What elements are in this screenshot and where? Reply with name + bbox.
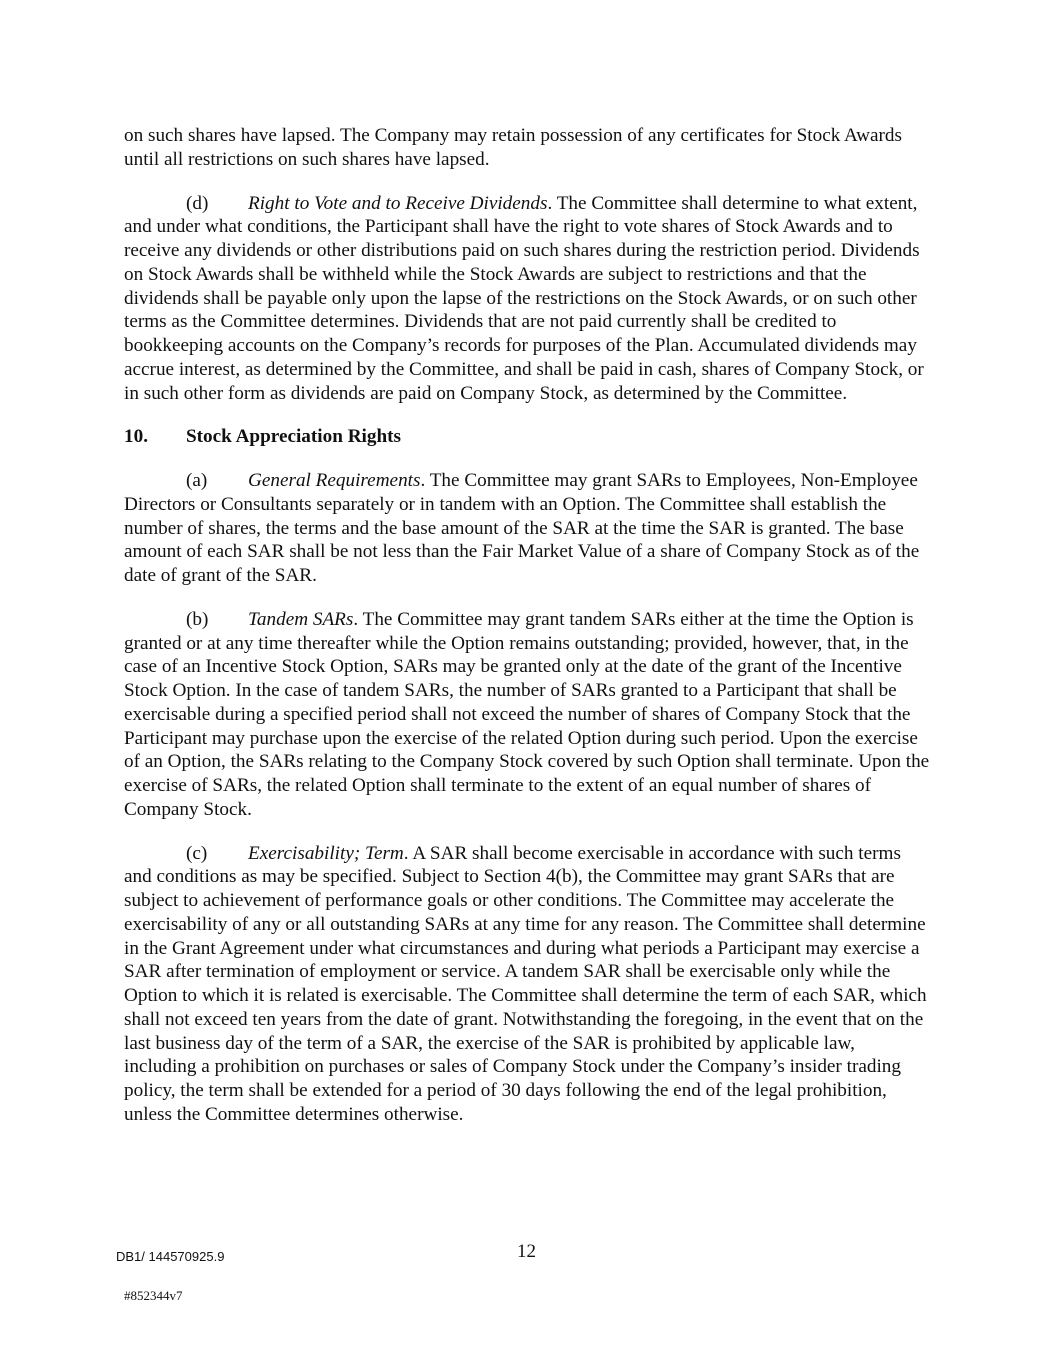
document-body xyxy=(124,124,930,1147)
section-heading xyxy=(124,425,930,449)
paragraph-c-title: Exercisability; Term xyxy=(248,842,404,864)
section-title: Stock Appreciation Rights xyxy=(186,426,401,448)
paragraph-d-title: Right to Vote and to Receive Dividends xyxy=(248,192,548,214)
paragraph-b-text: . The Committee may grant tandem SARs either at the time the Option is granted or at any time thereafter while the Option remains outstanding; provided, however, that, in the case of an Incentive Stock Option, SARs may be granted only at the date of the grant of the Incentive Stock Option. In the case of tandem SARs, the number of SARs granted to a Participant that shall be exercisable during a specified period shall not exceed the number of shares of Company Stock that the Participant may purchase upon the exercise of the related Option during such period. Upon the exercise of an Option, the SARs relating to the Company Stock covered by such Option shall terminate. Upon the exercise of SARs, the related Option shall terminate to the extent of an equal number of shares of Company Stock. xyxy=(124,608,930,820)
paragraph-c-label: (c) xyxy=(186,842,208,864)
paragraph-d-text: . The Committee shall determine to what extent, and under what conditions, the Participant shall have the right to vote shares of Stock Awards and to receive any dividends or other distributions paid on such shares during the restriction period. Dividends on Stock Awards shall be withheld while the Stock Awards are subject to restrictions and that the dividends shall be payable only upon the lapse of the restrictions on the Stock Awards, or on such other terms as the Committee determines. Dividends that are not paid currently shall be credited to bookkeeping accounts on the Company’s records for purposes of the Plan. Accumulated dividends may accrue interest, as determined by the Committee, and shall be paid in cash, shares of Company Stock, or in such other form as dividends are paid on Company Stock, as determined by the Committee. xyxy=(124,192,924,404)
paragraph-b xyxy=(124,608,930,822)
document-version: #852344v7 xyxy=(124,1288,183,1303)
page-number: 12 xyxy=(517,1241,536,1262)
paragraph-a-text: . The Committee may grant SARs to Employees, Non-Employee Directors or Consultants separately or in tandem with an Option. The Committee shall establish the number of shares, the terms and the base amount of the SAR at the time the SAR is granted. The base amount of each SAR shall be not less than the Fair Market Value of a share of Company Stock as of the date of grant of the SAR. xyxy=(124,470,920,586)
paragraph-a-label: (a) xyxy=(186,470,208,491)
paragraph-a xyxy=(124,469,930,588)
paragraph-c xyxy=(124,842,930,1127)
paragraph-d xyxy=(124,192,930,406)
continuation-paragraph: on such shares have lapsed. The Company may retain possession of any certificates for Stock Awards until all restrictions on such shares have lapsed. xyxy=(124,125,902,170)
footer-document-id: DB1/ 144570925.9 xyxy=(116,1249,225,1264)
paragraph-d-label: (d) xyxy=(186,192,209,214)
paragraph-b-label: (b) xyxy=(186,608,209,630)
paragraph-b-title: Tandem SARs xyxy=(248,608,354,630)
paragraph-a-title: General Requirements xyxy=(248,470,421,491)
section-number: 10. xyxy=(124,426,148,448)
paragraph-c-text: . A SAR shall become exercisable in accordance with such terms and conditions as may be specified. Subject to Section 4(b), the Committee may grant SARs that are subject to achievement of performance goals or other conditions. The Committee may accelerate the exercisability of any or all outstanding SARs at any time for any reason. The Committee shall determine in the Grant Agreement under what circumstances and during what periods a Participant may exercise a SAR after termination of employment or service. A tandem SAR shall be exercisable only while the Option to which it is related is exercisable. The Committee shall determine the term of each SAR, which shall not exceed ten years from the date of grant. Notwithstanding the foregoing, in the event that on the last business day of the term of a SAR, the exercise of the SAR is prohibited by applicable law, including a prohibition on purchases or sales of Company Stock under the Company’s insider trading policy, the term shall be extended for a period of 30 days following the end of the legal prohibition, unless the Committee determines otherwise. xyxy=(124,842,927,1125)
